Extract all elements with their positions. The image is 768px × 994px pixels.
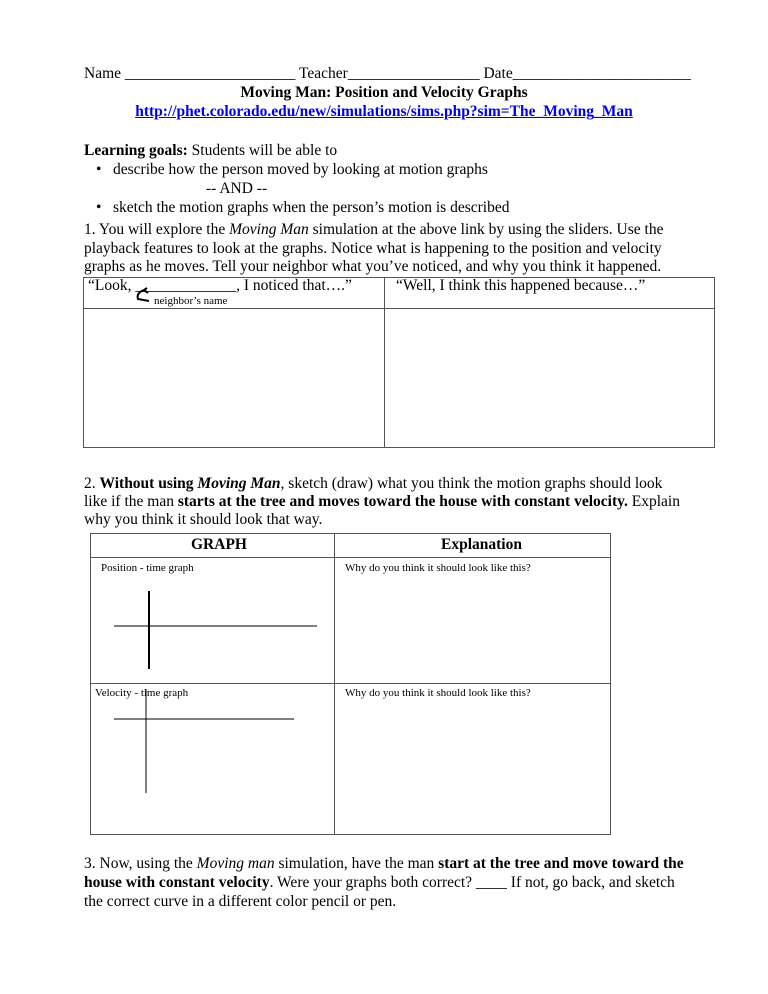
date-label: Date: [483, 65, 513, 82]
position-question: Why do you think it should look like this?: [345, 562, 531, 574]
name-blank[interactable]: ______________________: [124, 65, 296, 82]
learning-goals: [84, 142, 337, 160]
goal-and: -- AND --: [206, 180, 268, 197]
neighbor-name-blank[interactable]: _____________: [135, 277, 237, 294]
q2-line1: 2. Without using Moving Man, sketch (draw) what you think the motion graphs should look: [84, 475, 663, 492]
name-label: Name: [84, 65, 122, 82]
neighbor-caption: neighbor’s name: [154, 295, 228, 307]
goals-label: Learning goals:: [84, 142, 188, 159]
q3-line3: the correct curve in a different color pencil or pen.: [84, 893, 397, 910]
q1-table: [83, 277, 715, 448]
header-fields: [84, 65, 691, 83]
velocity-graph-label: Velocity - time graph: [95, 687, 189, 699]
curved-arrow-icon: [134, 287, 154, 307]
goals-intro: Students will be able to: [187, 142, 338, 159]
position-graph-label: Position - time graph: [101, 562, 194, 574]
q3-line2: house with constant velocity. Were your graphs both correct? ____ If not, go back, and sketch: [84, 874, 675, 891]
q1-line1: 1. You will explore the Moving Man simulation at the above link by using the sliders. Use the: [84, 221, 664, 238]
bullet-icon: •: [96, 199, 102, 216]
q1-line3: graphs as he moves. Tell your neighbor what you’ve noticed, and why you think it happened.: [84, 258, 662, 275]
col-explanation-header: Explanation: [441, 536, 522, 553]
col-graph-header: GRAPH: [191, 536, 247, 553]
q1-right-header: “Well, I think this happened because…”: [396, 277, 646, 294]
date-blank[interactable]: _______________________: [512, 65, 691, 82]
teacher-blank[interactable]: _________________: [347, 65, 480, 82]
q1-left-header: “Look, _____________, I noticed that….”: [88, 277, 352, 294]
velocity-question: Why do you think it should look like this?: [345, 687, 531, 699]
goal-text: sketch the motion graphs when the person’s motion is described: [113, 199, 510, 216]
q1-line2: playback features to look at the graphs. Notice what is happening to the position and velocity: [84, 240, 662, 257]
q2-line2: like if the man starts at the tree and moves toward the house with constant velocity. Explain: [84, 493, 680, 510]
page-title: Moving Man: Position and Velocity Graphs: [240, 84, 528, 101]
q2-table: [90, 533, 611, 835]
teacher-label: Teacher: [299, 65, 348, 82]
goal-bullet-2: [96, 199, 510, 217]
goal-text: describe how the person moved by looking at motion graphs: [113, 161, 488, 178]
simulation-link[interactable]: http://phet.colorado.edu/new/simulations/sims.php?sim=The_Moving_Man: [135, 103, 633, 120]
axes-sketches: [91, 557, 334, 834]
bullet-icon: •: [96, 161, 102, 178]
q3-line1: 3. Now, using the Moving man simulation, have the man start at the tree and move toward the: [84, 855, 684, 872]
q2-line3: why you think it should look that way.: [84, 511, 323, 528]
goal-bullet-1: [96, 161, 488, 179]
